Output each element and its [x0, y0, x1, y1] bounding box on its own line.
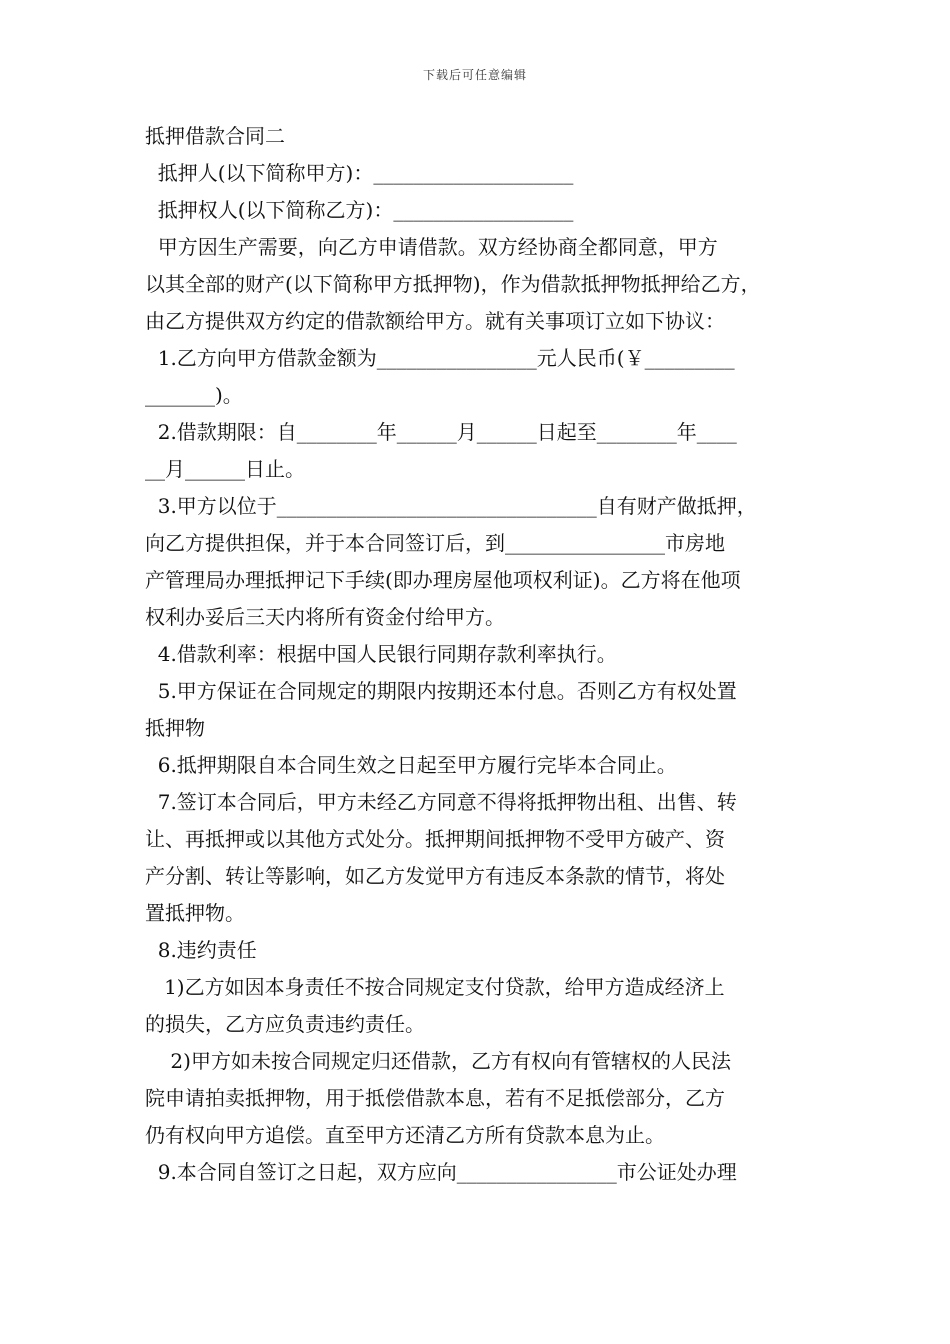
- document-title: 抵押借款合同二: [145, 124, 285, 148]
- party-a-line: 抵押人(以下简称甲方)：____________________: [145, 161, 574, 185]
- clause-3-line: 向乙方提供担保，并于本合同签订后，到________________市房地: [145, 531, 725, 555]
- party-b-line: 抵押权人(以下简称乙方)：__________________: [145, 198, 574, 222]
- clause-8-1-line: 1)乙方如因本身责任不按合同规定支付贷款，给甲方造成经济上: [145, 975, 725, 999]
- clause-3-line: 产管理局办理抵押记下手续(即办理房屋他项权利证)。乙方将在他项: [145, 568, 741, 592]
- clause-6-line: 6.抵押期限自本合同生效之日起至甲方履行完毕本合同止。: [145, 753, 677, 777]
- preamble-line: 以其全部的财产(以下简称甲方抵押物)，作为借款抵押物抵押给乙方，: [145, 272, 761, 296]
- document-body: [145, 118, 825, 1191]
- clause-4-line: 4.借款利率：根据中国人民银行同期存款利率执行。: [145, 642, 617, 666]
- clause-3-line: 权利办妥后三天内将所有资金付给甲方。: [145, 605, 505, 629]
- clause-8-2-line: 2)甲方如未按合同规定归还借款，乙方有权向有管辖权的人民法: [145, 1049, 731, 1073]
- clause-8-1-line: 的损失，乙方应负责违约责任。: [145, 1012, 425, 1036]
- preamble-line: 甲方因生产需要，向乙方申请借款。双方经协商全都同意，甲方: [145, 235, 718, 259]
- preamble-line: 由乙方提供双方约定的借款额给甲方。就有关事项订立如下协议：: [145, 309, 725, 333]
- clause-9-line: 9.本合同自签订之日起，双方应向________________市公证处办理: [145, 1160, 737, 1184]
- clause-7-line: 产分割、转让等影响，如乙方发觉甲方有违反本条款的情节，将处: [145, 864, 725, 888]
- clause-8-2-line: 仍有权向甲方追偿。直至甲方还清乙方所有贷款本息为止。: [145, 1123, 665, 1147]
- clause-2-line: 2.借款期限：自________年______月______日起至________年____: [145, 420, 737, 444]
- clause-2-line: __月______日止。: [145, 457, 305, 481]
- clause-8-2-line: 院申请拍卖抵押物，用于抵偿借款本息，若有不足抵偿部分，乙方: [145, 1086, 725, 1110]
- clause-1-line: 1.乙方向甲方借款金额为________________元人民币(￥_________: [145, 346, 735, 370]
- clause-8-heading: 8.违约责任: [145, 938, 257, 962]
- clause-5-line: 5.甲方保证在合同规定的期限内按期还本付息。否则乙方有权处置: [145, 679, 737, 703]
- page-header: 下载后可任意编辑: [422, 68, 527, 82]
- clause-7-line: 让、再抵押或以其他方式处分。抵押期间抵押物不受甲方破产、资: [145, 827, 725, 851]
- clause-3-line: 3.甲方以位于________________________________自有财产做抵押，: [145, 494, 757, 518]
- clause-7-line: 置抵押物。: [145, 901, 245, 925]
- clause-1-line: _______)。: [145, 383, 243, 407]
- clause-5-line: 抵押物: [145, 716, 205, 740]
- clause-7-line: 7.签订本合同后，甲方未经乙方同意不得将抵押物出租、出售、转: [145, 790, 737, 814]
